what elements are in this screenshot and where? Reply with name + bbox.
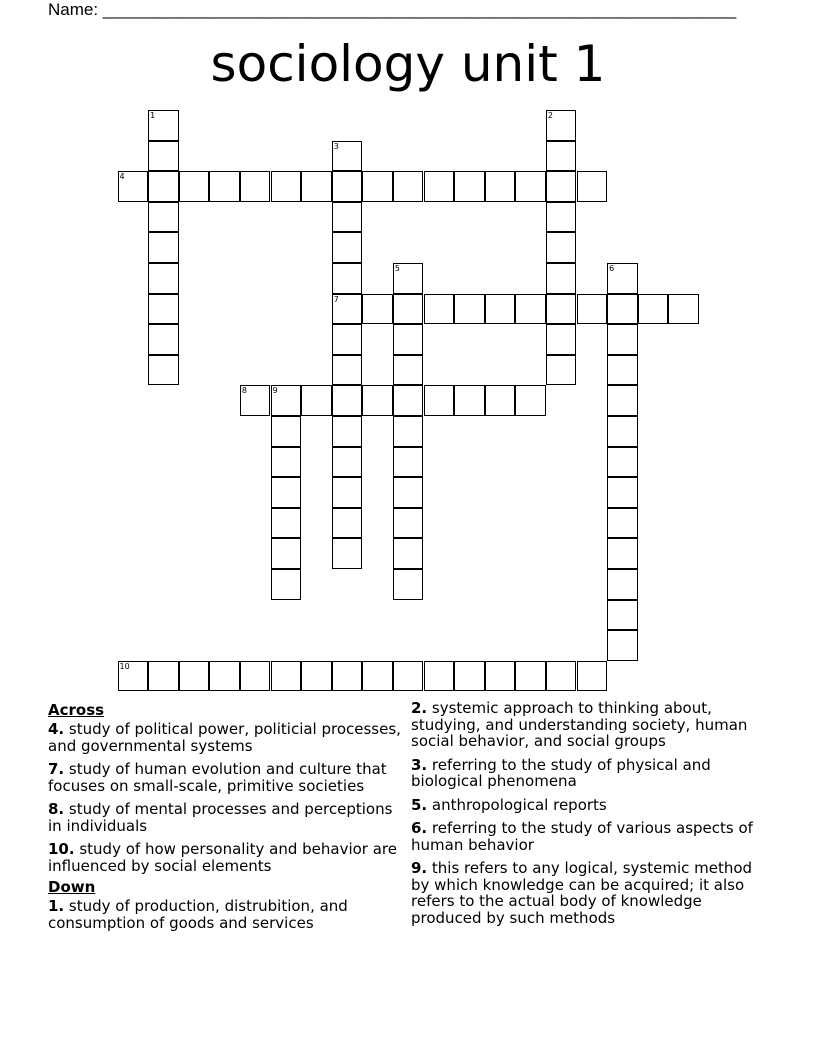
cell-number: 4 <box>119 172 125 182</box>
clue-down-5 <box>411 797 771 814</box>
grid-cell <box>179 661 210 692</box>
grid-cell <box>607 477 638 508</box>
grid-cell <box>393 538 424 569</box>
cell-number: 6 <box>609 264 615 273</box>
grid-cell <box>454 661 485 692</box>
grid-cell <box>607 447 638 478</box>
grid-cell <box>271 538 302 569</box>
grid-cell <box>393 569 424 600</box>
grid-cell <box>362 171 393 202</box>
grid-cell <box>332 294 363 325</box>
clue-text: study of production, distrubition, and consumption of goods and services <box>48 897 348 932</box>
clue-number: 1. <box>48 897 65 915</box>
grid-cell <box>362 294 393 325</box>
grid-cell <box>148 324 179 355</box>
grid-cell <box>240 171 271 202</box>
grid-cell <box>148 355 179 386</box>
grid-cell <box>332 385 363 416</box>
clue-text: study of how personality and behavior are influenced by social elements <box>48 840 397 875</box>
cell-number: 2 <box>547 111 553 120</box>
clue-number: 6. <box>411 819 428 837</box>
grid-cell <box>607 385 638 416</box>
grid-cell <box>148 141 179 172</box>
grid-cell <box>546 171 577 202</box>
clue-across-10 <box>48 841 408 874</box>
grid-cell <box>271 477 302 508</box>
grid-cell <box>424 171 455 202</box>
grid-cell <box>546 202 577 233</box>
grid-cell <box>546 294 577 325</box>
grid-cell <box>240 661 271 692</box>
clue-across-7 <box>48 761 408 794</box>
grid-cell <box>332 538 363 569</box>
grid-cell <box>332 508 363 539</box>
clue-text: referring to the study of various aspects of human behavior <box>411 819 753 854</box>
grid-cell <box>148 294 179 325</box>
grid-cell <box>148 661 179 692</box>
grid-cell <box>332 477 363 508</box>
grid-cell <box>546 141 577 172</box>
grid-cell <box>148 171 179 202</box>
clue-down-3 <box>411 757 771 790</box>
grid-cell <box>332 324 363 355</box>
grid-cell <box>515 661 546 692</box>
clue-down-6 <box>411 820 771 853</box>
down-heading: Down <box>48 878 96 896</box>
cell-number: 10 <box>119 661 130 671</box>
grid-cell <box>546 110 577 141</box>
grid-cell <box>301 661 332 692</box>
grid-cell <box>393 324 424 355</box>
grid-cell <box>362 661 393 692</box>
grid-cell <box>179 171 210 202</box>
grid-cell <box>393 447 424 478</box>
clue-text: study of political power, politicial processes, and governmental systems <box>48 720 401 755</box>
grid-cell <box>393 416 424 447</box>
clue-text: anthropological reports <box>427 795 607 814</box>
grid-cell <box>485 661 516 692</box>
cell-number: 7 <box>333 294 339 304</box>
grid-cell <box>332 661 363 692</box>
grid-cell <box>546 661 577 692</box>
clue-number: 3. <box>411 755 428 774</box>
grid-cell <box>271 508 302 539</box>
clue-number: 4. <box>48 720 65 738</box>
grid-cell <box>454 385 485 416</box>
clue-down-2 <box>411 700 771 750</box>
grid-cell <box>607 324 638 355</box>
grid-cell <box>546 232 577 263</box>
clue-across-8 <box>48 801 408 834</box>
clue-down-9 <box>411 860 771 926</box>
grid-cell <box>271 385 302 416</box>
grid-cell <box>118 171 149 202</box>
grid-cell <box>577 294 608 325</box>
grid-cell <box>393 171 424 202</box>
grid-cell <box>485 171 516 202</box>
clue-number: 2. <box>411 699 428 717</box>
grid-cell <box>332 202 363 233</box>
grid-cell <box>607 600 638 631</box>
clue-text: this refers to any logical, systemic method by which knowledge can be acquired; it also refers to the actual body of knowledge produced by such methods <box>411 859 753 927</box>
grid-cell <box>148 202 179 233</box>
cell-number: 1 <box>150 111 156 120</box>
grid-cell <box>454 294 485 325</box>
clue-list <box>0 700 816 1056</box>
grid-cell <box>638 294 669 325</box>
grid-cell <box>393 294 424 325</box>
grid-cell <box>332 171 363 202</box>
grid-cell <box>607 355 638 386</box>
grid-cell <box>607 294 638 325</box>
grid-cell <box>301 385 332 416</box>
grid-cell <box>393 508 424 539</box>
clue-text: study of human evolution and culture that focuses on small-scale, primitive societies <box>48 760 387 795</box>
grid-cell <box>209 661 240 692</box>
grid-cell <box>577 171 608 202</box>
grid-cell <box>332 416 363 447</box>
grid-cell <box>271 416 302 447</box>
grid-cell <box>362 385 393 416</box>
clue-column-left <box>48 700 408 938</box>
cell-number: 9 <box>272 386 278 396</box>
grid-cell <box>607 508 638 539</box>
grid-cell <box>546 324 577 355</box>
grid-cell <box>240 385 271 416</box>
grid-cell <box>393 355 424 386</box>
grid-cell <box>393 661 424 692</box>
grid-cell <box>332 447 363 478</box>
grid-cell <box>607 538 638 569</box>
clue-text: study of mental processes and perceptions in individuals <box>48 800 393 835</box>
clue-number: 5. <box>411 795 428 814</box>
grid-cell <box>332 141 363 172</box>
grid-cell <box>546 263 577 294</box>
grid-cell <box>454 171 485 202</box>
grid-cell <box>393 263 424 294</box>
grid-cell <box>515 294 546 325</box>
grid-cell <box>577 661 608 692</box>
grid-cell <box>332 355 363 386</box>
grid-cell <box>607 416 638 447</box>
grid-cell <box>271 661 302 692</box>
grid-cell <box>332 232 363 263</box>
grid-cell <box>485 294 516 325</box>
grid-cell <box>118 661 149 692</box>
grid-cell <box>148 263 179 294</box>
grid-cell <box>393 385 424 416</box>
clue-number: 7. <box>48 760 65 778</box>
grid-cell <box>271 171 302 202</box>
grid-cell <box>485 385 516 416</box>
grid-cell <box>393 477 424 508</box>
cell-number: 3 <box>333 141 339 151</box>
grid-cell <box>271 569 302 600</box>
grid-cell <box>209 171 240 202</box>
grid-cell <box>607 569 638 600</box>
grid-cell <box>332 263 363 294</box>
clue-number: 8. <box>48 800 65 818</box>
grid-cell <box>301 171 332 202</box>
clue-text: referring to the study of physical and biological phenomena <box>411 755 711 790</box>
grid-cell <box>515 171 546 202</box>
grid-cell <box>424 385 455 416</box>
clue-number: 9. <box>411 859 428 877</box>
clue-column-right <box>411 700 771 933</box>
grid-cell <box>271 447 302 478</box>
grid-cell <box>607 630 638 661</box>
across-heading: Across <box>48 701 105 719</box>
puzzle-title: sociology unit 1 <box>210 35 606 93</box>
grid-cell <box>148 110 179 141</box>
cell-number: 5 <box>394 264 400 273</box>
grid-cell <box>607 263 638 294</box>
grid-cell <box>424 661 455 692</box>
clue-number: 10. <box>48 840 75 858</box>
grid-cell <box>668 294 699 325</box>
clue-across-4 <box>48 721 408 754</box>
grid-cell <box>546 355 577 386</box>
grid-cell <box>148 232 179 263</box>
grid-cell <box>424 294 455 325</box>
clue-text: systemic approach to thinking about, studying, and understanding society, human social behavior, and social groups <box>411 699 748 750</box>
cell-number: 8 <box>241 386 247 396</box>
clue-down-1 <box>48 898 408 931</box>
name-field-line: Name: ___________________________________________________________________ <box>48 0 737 19</box>
grid-cell <box>515 385 546 416</box>
